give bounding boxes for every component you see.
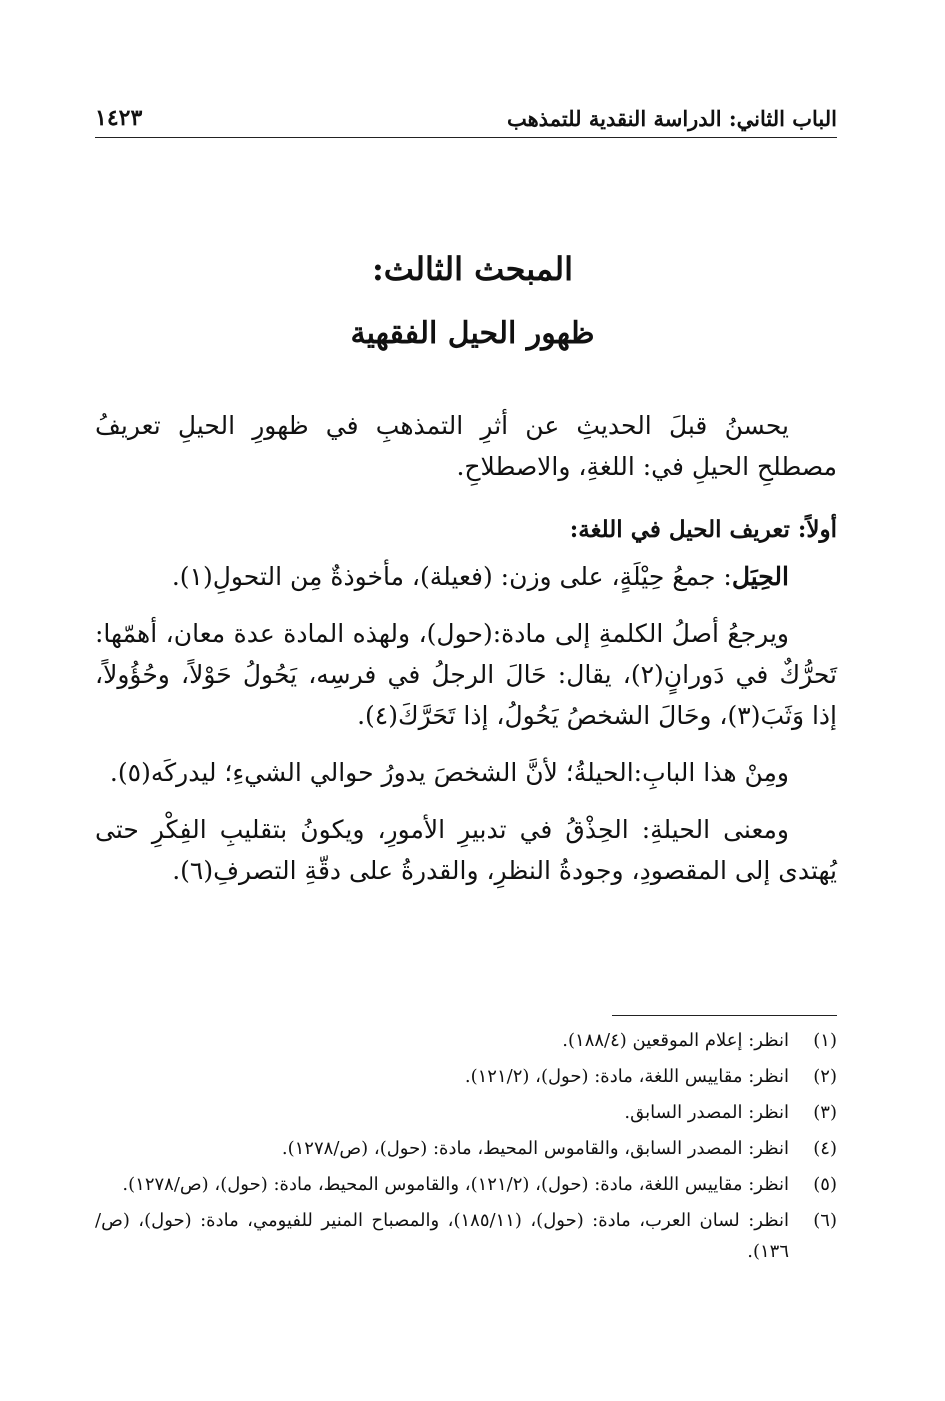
definition-paragraph: [95, 556, 837, 597]
footnote-number: (٤): [813, 1138, 837, 1159]
meaning-paragraph: ومعنى الحيلةِ: الحِذْقُ في تدبيرِ الأمورِ، ويكونُ بتقليبِ الفِكْرِ حتى يُهتدى إلى المقصودِ، وجودةُ النظرِ، والقدرةُ على دقّةِ التصرفِ(٦).: [95, 815, 837, 885]
footnote: [95, 1133, 837, 1164]
definition-term: الحِيَل: [731, 562, 789, 591]
section-title: ظهور الحيل الفقهية: [350, 316, 595, 351]
running-header: [95, 98, 837, 138]
intro-paragraph: يحسنُ قبلَ الحديثِ عن أثرِ التمذهبِ في ظهورِ الحيلِ تعريفُ مصطلحِ الحيلِ في: اللغةِ، والاصطلاحِ.: [95, 411, 837, 481]
footnote-number: (٣): [813, 1102, 837, 1123]
page-number: ١٤٢٣: [95, 105, 143, 131]
subheading: أولاً: تعريف الحيل في اللغة:: [569, 516, 837, 543]
section-label: المبحث الثالث:: [371, 250, 574, 288]
footnotes: [95, 1025, 837, 1272]
footnote: [95, 1205, 837, 1267]
footnote-text: انظر: المصدر السابق.: [624, 1102, 789, 1123]
footnote-text: انظر: المصدر السابق، والقاموس المحيط، مادة: (حول)، (ص/١٢٧٨).: [281, 1138, 789, 1159]
running-title: الباب الثاني: الدراسة النقدية للتمذهب: [506, 106, 837, 131]
footnote-number: (٥): [813, 1174, 837, 1195]
footnote-number: (٢): [813, 1066, 837, 1087]
footnote-number: (١): [813, 1030, 837, 1051]
footnote-text: انظر: إعلام الموقعين (١٨٨/٤).: [562, 1030, 789, 1051]
footnote-divider: [612, 1015, 837, 1016]
footnote-text: انظر: مقاييس اللغة، مادة: (حول)، (١٢١/٢)، والقاموس المحيط، مادة: (حول)، (ص/١٢٧٨).: [122, 1174, 789, 1195]
footnote: [95, 1169, 837, 1200]
root-paragraph: ويرجعُ أصلُ الكلمةِ إلى مادة:(حول)، ولهذه المادة عدة معان، أهمّها: تَحرُّكٌ في دَورانٍ(٢)، يقال: حَالَ الرجلُ في فرسِه، يَحُولُ حَوْلاً، وحُؤُولاً، إذا وَثَبَ(٣)، وحَالَ الشخصُ يَحُولُ، إذا تَحَرَّكَ(٤).: [95, 619, 837, 730]
footnote-number: (٦): [813, 1210, 837, 1231]
derivation-paragraph: ومِنْ هذا البابِ:الحيلةُ؛ لأنَّ الشخصَ يدورُ حوالي الشيءِ؛ ليدركَه(٥).: [109, 758, 789, 787]
footnote-text: انظر: مقاييس اللغة، مادة: (حول)، (١٢١/٢).: [464, 1066, 789, 1087]
footnote: [95, 1097, 837, 1128]
body-text: [95, 405, 837, 907]
footnote: [95, 1061, 837, 1092]
footnote-text: انظر: لسان العرب، مادة: (حول)، (١٨٥/١١)، والمصباح المنير للفيومي، مادة: (حول)، (ص/١٣٦).: [95, 1210, 789, 1262]
definition-text: : جمعُ حِيْلَةٍ، على وزن: (فعيلة)، مأخوذةٌ مِن التحولِ(١).: [171, 562, 732, 591]
footnote: [95, 1025, 837, 1056]
